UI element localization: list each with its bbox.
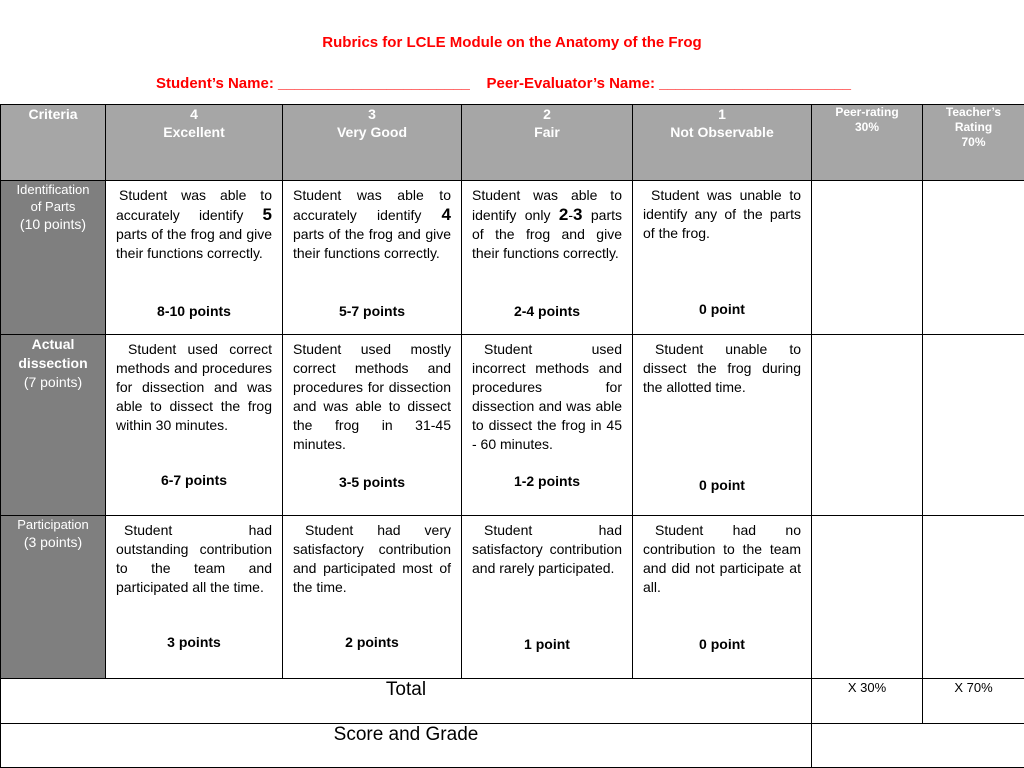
peer-rating-cell xyxy=(812,516,923,679)
points-label: 0 point xyxy=(699,477,745,493)
cell-not-observable: Student had no contribution to the team and did not participate at all. 0 point xyxy=(633,516,812,679)
points-label: 3-5 points xyxy=(338,474,406,490)
total-label: Total xyxy=(1,679,812,724)
excellent-header: 4 Excellent xyxy=(106,105,283,181)
points-label: 8-10 points xyxy=(157,303,231,319)
header-row xyxy=(1,105,1024,181)
points-label: 2-4 points xyxy=(513,303,581,319)
criterion-participation: Participation (3 points) xyxy=(1,516,106,679)
cell-not-observable: Student unable to dissect the frog during the allotted time. 0 point xyxy=(633,335,812,516)
teacher-rating-cell xyxy=(923,181,1024,335)
cell-fair: Student was able to identify only 2-3 parts of the frog and give their functions correctly. 2-4 points xyxy=(462,181,633,335)
peer-rating-cell xyxy=(812,335,923,516)
cell-not-observable: Student was unable to identify any of the parts of the frog. 0 point xyxy=(633,181,812,335)
cell-very-good: Student had very satisfactory contribution and participated most of the time. 2 points xyxy=(283,516,462,679)
points-label: 5-7 points xyxy=(338,303,406,319)
points-label: 3 points xyxy=(167,634,221,650)
cell-excellent: Student used correct methods and procedures for dissection and was able to dissect the frog within 30 minutes. 6-7 points xyxy=(106,335,283,516)
cell-very-good: Student was able to accurately identify 4 parts of the frog and give their functions correctly. 5-7 points xyxy=(283,181,462,335)
cell-fair: Student used incorrect methods and procedures for dissection and was able to dissect the frog in 45 - 60 minutes. 1-2 points xyxy=(462,335,633,516)
points-label: 6-7 points xyxy=(160,472,228,488)
criterion-dissection: Actual dissection (7 points) xyxy=(1,335,106,516)
points-label: 0 point xyxy=(699,636,745,652)
rubric-table xyxy=(0,104,1024,768)
cell-excellent: Student was able to accurately identify 5 parts of the frog and give their functions correctly. 8-10 points xyxy=(106,181,283,335)
teacher-multiplier: X 70% xyxy=(923,679,1024,724)
peer-multiplier: X 30% xyxy=(812,679,923,724)
very-good-header: 3 Very Good xyxy=(283,105,462,181)
points-label: 0 point xyxy=(699,301,745,317)
cell-fair: Student had satisfactory contribution and rarely participated. 1 point xyxy=(462,516,633,679)
points-label: 1 point xyxy=(524,636,570,652)
criteria-header: Criteria xyxy=(1,105,106,181)
peer-evaluator-label: Peer-Evaluator’s Name: _______________________ xyxy=(486,75,851,92)
name-fields xyxy=(0,75,1007,92)
points-label: 2 points xyxy=(345,634,399,650)
not-observable-header: 1 Not Observable xyxy=(633,105,812,181)
teacher-rating-header: Teacher’s Rating 70% xyxy=(923,105,1024,181)
table-row xyxy=(1,516,1024,679)
total-row xyxy=(1,679,1024,724)
teacher-rating-cell xyxy=(923,516,1024,679)
teacher-rating-cell xyxy=(923,335,1024,516)
score-row xyxy=(1,724,1024,768)
student-name-label: Student’s Name: _______________________ xyxy=(156,75,470,92)
fair-header: 2 Fair xyxy=(462,105,633,181)
points-label: 1-2 points xyxy=(513,473,581,489)
rubric-title: Rubrics for LCLE Module on the Anatomy of the Frog xyxy=(322,34,702,51)
peer-rating-cell xyxy=(812,181,923,335)
score-and-grade-label: Score and Grade xyxy=(1,724,812,768)
table-row xyxy=(1,181,1024,335)
cell-excellent: Student had outstanding contribution to the team and participated all the time. 3 points xyxy=(106,516,283,679)
table-row xyxy=(1,335,1024,516)
peer-rating-header: Peer-rating 30% xyxy=(812,105,923,181)
criterion-identification: Identification of Parts (10 points) xyxy=(1,181,106,335)
score-cell xyxy=(812,724,1024,768)
cell-very-good: Student used mostly correct methods and procedures for dissection and was able to dissect the frog in 31-45 minutes. 3-5 points xyxy=(283,335,462,516)
